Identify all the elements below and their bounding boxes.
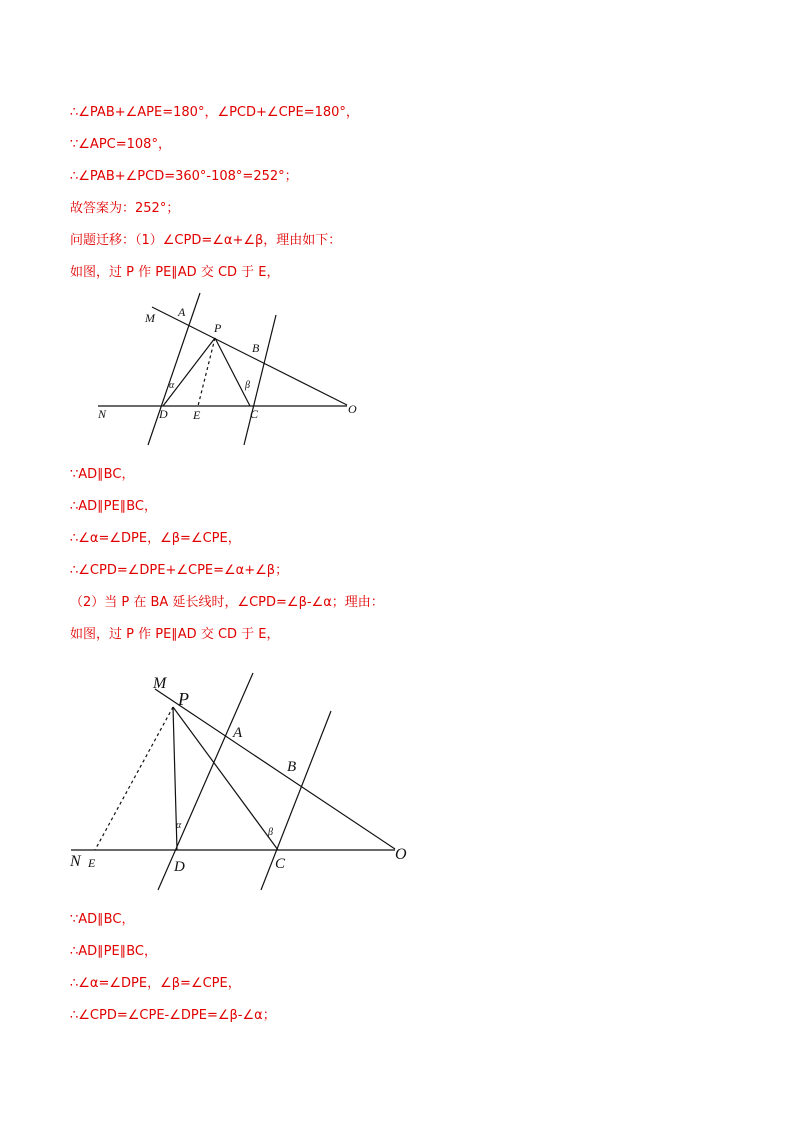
text-line-16: ∴∠CPD=∠CPE-∠DPE=∠β-∠α； [70, 1008, 276, 1023]
text-line-13: ∵AD∥BC， [70, 912, 135, 927]
label-a: A [178, 305, 186, 319]
label-b: B [252, 341, 260, 355]
label-c: C [250, 407, 259, 421]
label-e: E [193, 408, 201, 422]
text-line-1: ∴∠PAB+∠APE=180°，∠PCD+∠CPE=180°， [70, 105, 359, 120]
label-a: A [233, 725, 243, 741]
figure-2 [65, 665, 415, 895]
label-d: D [159, 407, 168, 421]
label-p: P [214, 321, 222, 335]
label-p: P [178, 689, 189, 709]
text-line-10: ∴∠CPD=∠DPE+∠CPE=∠α+∠β； [70, 563, 289, 578]
label-c: C [275, 856, 286, 872]
label-e: E [88, 856, 96, 870]
label-n: N [98, 407, 107, 421]
segment-pc [215, 338, 250, 406]
label-b: B [287, 759, 297, 775]
text-line-14: ∴AD∥PE∥BC， [70, 944, 157, 959]
text-line-4: 故答案为：252°； [70, 201, 180, 216]
text-line-7: ∵AD∥BC， [70, 467, 135, 482]
label-alpha: α [169, 380, 175, 391]
text-line-8: ∴AD∥PE∥BC， [70, 499, 157, 514]
label-m: M [153, 675, 167, 692]
label-d: D [174, 859, 185, 875]
label-o: O [395, 846, 407, 863]
text-line-12: 如图，过 P 作 PE∥AD 交 CD 于 E， [70, 627, 280, 642]
text-line-9: ∴∠α=∠DPE，∠β=∠CPE， [70, 531, 241, 546]
text-line-11: （2）当 P 在 BA 延长线时，∠CPD=∠β-∠α；理由： [70, 595, 384, 610]
label-o: O [348, 402, 357, 416]
segment-pe [95, 707, 173, 850]
text-line-5: 问题迁移：（1）∠CPD=∠α+∠β，理由如下： [70, 233, 342, 248]
segment-pd [163, 338, 215, 406]
line-ad [158, 673, 253, 890]
figure-1 [90, 285, 380, 450]
text-line-6: 如图，过 P 作 PE∥AD 交 CD 于 E， [70, 265, 280, 280]
label-m: M [145, 311, 155, 325]
label-n: N [70, 853, 81, 870]
label-alpha: α [176, 820, 182, 831]
text-line-2: ∵∠APC=108°， [70, 137, 171, 152]
line-mo [155, 689, 395, 849]
text-line-3: ∴∠PAB+∠PCD=360°-108°=252°； [70, 169, 298, 184]
label-beta: β [268, 827, 273, 838]
text-line-15: ∴∠α=∠DPE，∠β=∠CPE， [70, 976, 241, 991]
segment-pc [173, 707, 278, 850]
line-ad [148, 293, 200, 445]
label-beta: β [245, 380, 250, 391]
line-bc [261, 711, 331, 890]
